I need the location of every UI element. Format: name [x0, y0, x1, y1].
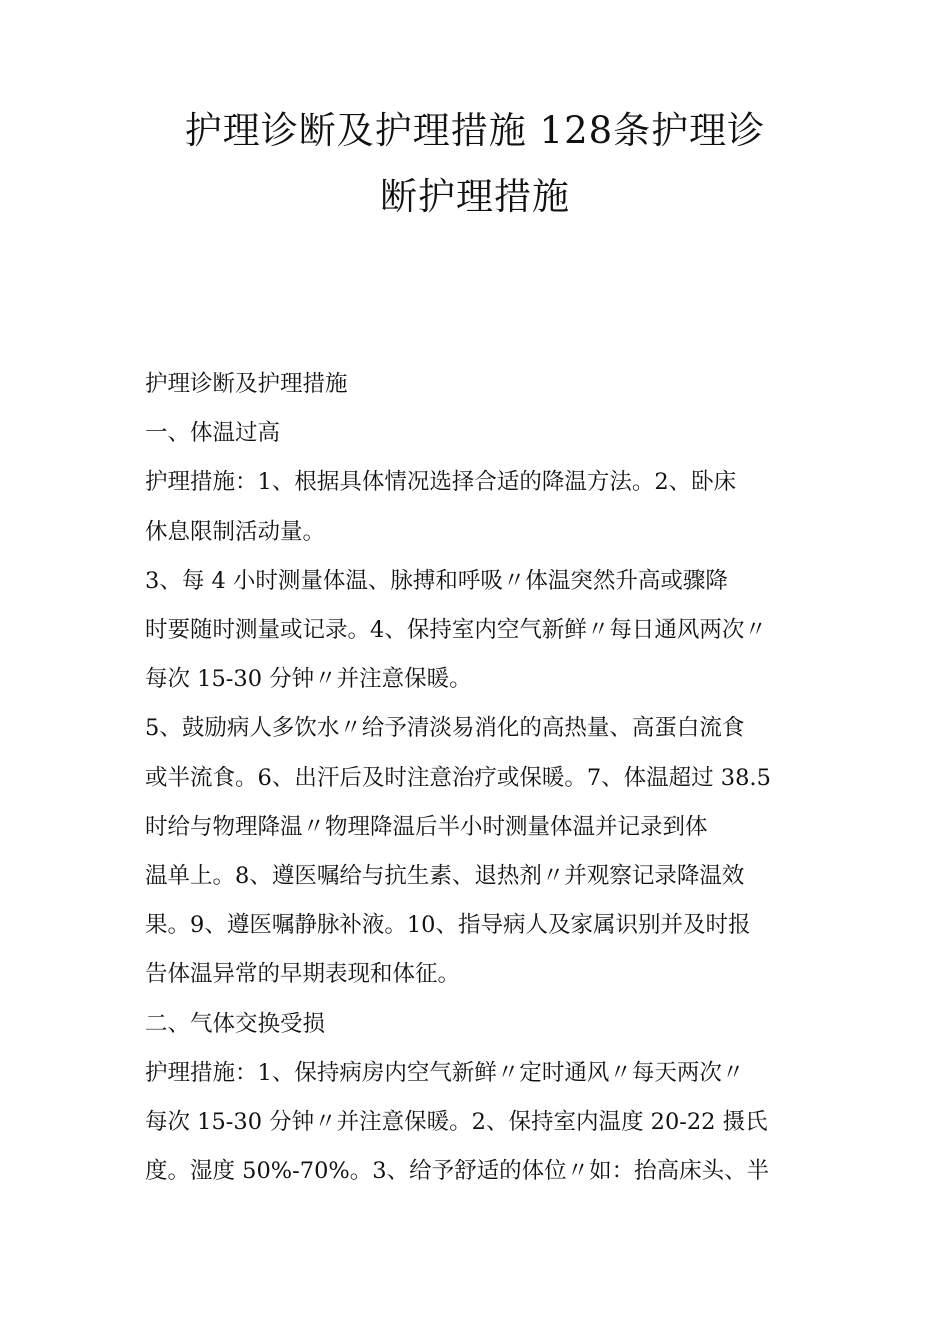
text-line: 告体温异常的早期表现和体征。	[145, 961, 461, 988]
text-line: 时给与物理降温〃物理降温后半小时测量体温并记录到体	[145, 813, 708, 840]
text-line: 护理措施：1、保持病房内空气新鲜〃定时通风〃每天两次〃	[145, 1059, 745, 1086]
subsection-heading: 二、气体交换受损	[145, 1010, 326, 1037]
text-line: 5、鼓励病人多饮水〃给予清淡易消化的高热量、高蛋白流食	[145, 715, 745, 742]
text-line: 每次 15-30 分钟〃并注意保暖。	[145, 666, 472, 693]
subsection-heading: 一、体温过高	[145, 420, 281, 447]
text-line: 每次 15-30 分钟〃并注意保暖。2、保持室内温度 20-22 摄氏	[145, 1109, 768, 1136]
text-line: 果。9、遵医嘱静脉补液。10、指导病人及家属识别并及时报	[145, 912, 751, 939]
text-line: 时要随时测量或记录。4、保持室内空气新鲜〃每日通风两次〃	[145, 617, 767, 644]
text-line: 3、每 4 小时测量体温、脉搏和呼吸〃体温突然升高或骤降	[145, 567, 728, 594]
text-line: 温单上。8、遵医嘱给与抗生素、退热剂〃并观察记录降温效	[145, 863, 745, 890]
section-heading: 护理诊断及护理措施	[145, 371, 348, 397]
title-line: 断护理措施	[380, 175, 570, 218]
text-line: 护理措施：1、根据具体情况选择合适的降温方法。2、卧床	[145, 469, 737, 496]
document-title	[100, 98, 850, 230]
document-body	[145, 360, 810, 1196]
text-line: 度。湿度 50%-70%。3、给予舒适的体位〃如：抬高床头、半	[145, 1158, 770, 1185]
text-line: 休息限制活动量。	[145, 518, 326, 545]
title-line: 护理诊断及护理措施 128条护理诊	[184, 109, 766, 152]
text-line: 或半流食。6、出汗后及时注意治疗或保暖。7、体温超过 38.5	[145, 764, 771, 791]
